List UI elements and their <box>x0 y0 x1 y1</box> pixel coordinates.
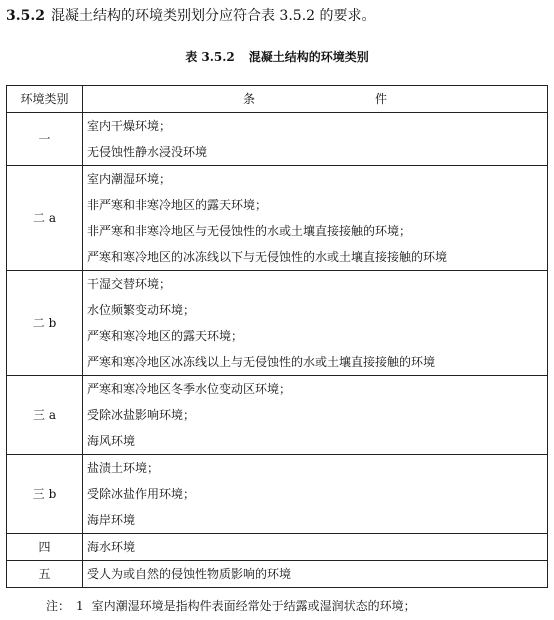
condition-line: 受除冰盐作用环境； <box>87 487 196 501</box>
table-row <box>7 271 548 376</box>
clause-number: 3.5.2 <box>6 8 45 24</box>
table-row <box>7 534 548 561</box>
table-header-row <box>7 86 548 113</box>
condition-line: 水位频繁变动环境； <box>87 303 196 317</box>
table-caption <box>0 48 554 66</box>
condition-line: 非严寒和非寒冷地区与无侵蚀性的水或土壤直接接触的环境； <box>87 224 412 238</box>
condition-line: 严寒和寒冷地区冰冻线以上与无侵蚀性的水或土壤直接接触的环境 <box>87 355 436 369</box>
condition-cell <box>83 376 548 455</box>
header-condition-part2: 件 <box>375 92 388 106</box>
environment-category-table <box>6 85 548 588</box>
condition-line: 海风环境 <box>87 434 136 448</box>
condition-line: 干湿交替环境； <box>87 277 172 291</box>
condition-line: 非严寒和非寒冷地区的露天环境； <box>87 198 268 212</box>
condition-line: 受人为或自然的侵蚀性物质影响的环境 <box>87 567 292 581</box>
category-cell: 三 b <box>7 455 83 534</box>
condition-line: 室内干燥环境； <box>87 119 172 133</box>
table-row <box>7 166 548 271</box>
condition-line: 海水环境 <box>87 540 136 554</box>
table-body <box>7 113 548 588</box>
condition-cell <box>83 166 548 271</box>
category-cell: 二 a <box>7 166 83 271</box>
condition-cell <box>83 455 548 534</box>
clause-text: 混凝土结构的环境类别划分应符合表 3.5.2 的要求。 <box>50 8 376 24</box>
category-cell: 二 b <box>7 271 83 376</box>
condition-cell <box>83 534 548 561</box>
condition-line: 严寒和寒冷地区的冰冻线以下与无侵蚀性的水或土壤直接接触的环境 <box>87 250 448 264</box>
category-cell: 三 a <box>7 376 83 455</box>
table-row <box>7 376 548 455</box>
condition-line: 受除冰盐影响环境； <box>87 408 196 422</box>
clause-paragraph <box>6 6 376 26</box>
condition-line: 室内潮湿环境； <box>87 172 172 186</box>
table-row <box>7 455 548 534</box>
category-cell: 一 <box>7 113 83 166</box>
condition-line: 严寒和寒冷地区冬季水位变动区环境； <box>87 382 292 396</box>
condition-cell <box>83 561 548 588</box>
note-text: 室内潮湿环境是指构件表面经常处于结露或湿润状态的环境； <box>91 599 416 613</box>
table-caption-number: 表 3.5.2 <box>185 50 235 64</box>
table-caption-title: 混凝土结构的环境类别 <box>248 50 369 64</box>
category-cell: 四 <box>7 534 83 561</box>
header-category-cell: 环境类别 <box>7 86 83 113</box>
condition-line: 盐渍土环境； <box>87 461 160 475</box>
condition-line: 海岸环境 <box>87 513 136 527</box>
condition-line: 无侵蚀性静水浸没环境 <box>87 145 208 159</box>
category-cell: 五 <box>7 561 83 588</box>
table-row <box>7 561 548 588</box>
condition-cell <box>83 271 548 376</box>
note-number: 1 <box>76 599 84 613</box>
condition-cell <box>83 113 548 166</box>
note-label: 注： <box>46 599 71 613</box>
header-condition-part1: 条 <box>242 92 255 106</box>
table-row <box>7 113 548 166</box>
header-condition-cell <box>83 86 548 113</box>
table-note <box>46 596 416 616</box>
condition-line: 严寒和寒冷地区的露天环境； <box>87 329 244 343</box>
